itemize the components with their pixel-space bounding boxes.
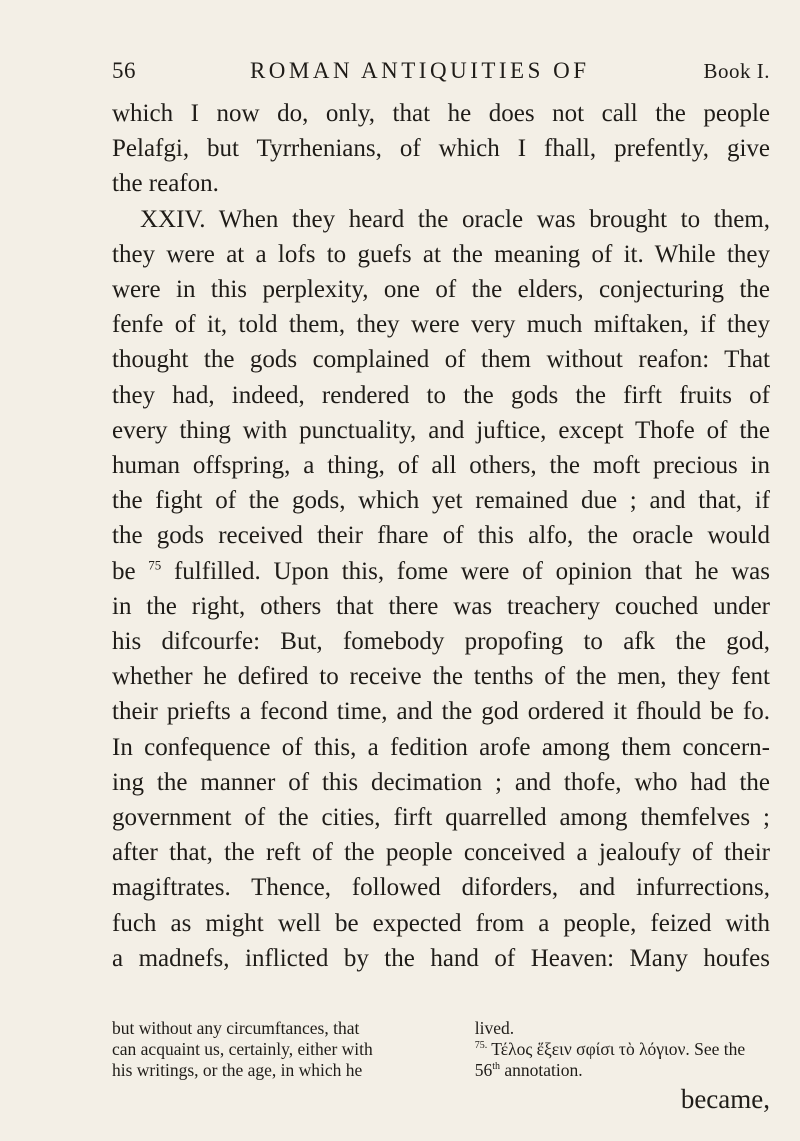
footnote-text: annotation. [504, 1060, 583, 1080]
text-line: the gods received their fhare of this alfo, the oracle would [112, 522, 770, 550]
footnote-line: can acquaint us, certainly, either with [112, 1039, 373, 1059]
body-text [112, 96, 770, 976]
footnote-column-left [112, 1018, 469, 1081]
text-line: XXIV. When they heard the oracle was brought to them, [140, 205, 770, 233]
text-line: in the right, others that there was treachery couched under [112, 592, 770, 620]
text-line: fuch as might well be expected from a people, feized with [112, 909, 770, 937]
text-line: thought the gods complained of them without reafon: That [112, 346, 770, 374]
text-line: the reafon. [112, 170, 219, 198]
ordinal-suffix: th [492, 1061, 500, 1073]
page-number: 56 [112, 58, 136, 83]
text-line: they were at a lofs to guefs at the meaning of it. While they [112, 240, 770, 268]
footnote-75 [475, 1039, 770, 1060]
text-line: a madnefs, inflicted by the hand of Heaven: Many houfes [112, 944, 770, 972]
footnote-number: 75. [474, 1040, 488, 1052]
running-title: ROMAN ANTIQUITIES OF [249, 58, 590, 83]
text-line: ing the manner of this decimation ; and thofe, who had the [112, 768, 770, 796]
text-line: his difcourfe: But, fomebody propofing to afk the god, [112, 628, 770, 656]
text-line: which I now do, only, that he does not call the people [112, 100, 770, 127]
catchword: became, [680, 1084, 770, 1114]
footnotes [112, 1018, 770, 1081]
footnote-column-right [469, 1018, 770, 1081]
text-fragment: fulfilled. Upon this, fome were of opinion that he was [173, 557, 770, 585]
text-line: magiftrates. Thence, followed diforders, and infurrections, [112, 874, 770, 902]
text-line: every thing with punctuality, and juftice, except Thofe of the [112, 416, 770, 444]
text-line: their priefts a fecond time, and the god ordered it fhould be fo. [112, 698, 770, 726]
footnote-text: See the [694, 1039, 746, 1059]
text-line: human offspring, a thing, of all others, the moft precious in [112, 452, 770, 480]
text-line: In confequence of this, a fedition arofe among them concern- [112, 733, 770, 761]
text-fragment: be [112, 557, 136, 585]
footnote-line: lived. [474, 1018, 515, 1038]
annotation-number: 56 [474, 1060, 493, 1080]
footnote-line [475, 1060, 770, 1081]
footnote-ref[interactable]: 75 [148, 557, 162, 573]
footnote-line: but without any circumftances, that [112, 1018, 360, 1038]
text-line: the fight of the gods, which yet remained due ; and that, if [112, 487, 770, 515]
footnote-line: his writings, or the age, in which he [112, 1060, 363, 1080]
text-line: government of the cities, firft quarrelled among themfelves ; [112, 804, 770, 832]
book-label: Book I. [703, 59, 770, 83]
text-line: were in this perplexity, one of the elders, conjecturing the [112, 276, 770, 304]
text-line: fenfe of it, told them, they were very much miftaken, if they [112, 311, 770, 339]
text-line: whether he defired to receive the tenths of the men, they fent [112, 663, 770, 691]
text-line-with-footnote [112, 554, 770, 589]
text-line: Pelafgi, but Tyrrhenians, of which I fhall, prefently, give [112, 135, 770, 163]
text-line: they had, indeed, rendered to the gods the firft fruits of [112, 381, 770, 409]
text-line: after that, the reft of the people conceived a jealoufy of their [112, 839, 770, 867]
running-header [112, 58, 770, 84]
greek-quote: Τέλος ἕξειν σφίσι τὸ λόγιον. [491, 1039, 690, 1059]
